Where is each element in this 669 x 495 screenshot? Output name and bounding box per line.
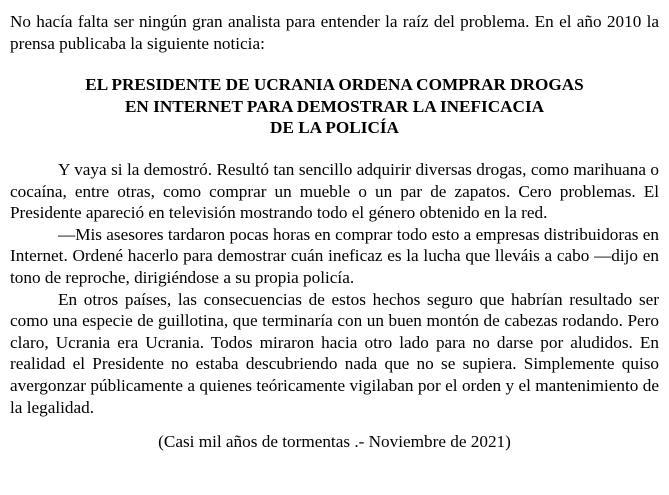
- intro-paragraph: No hacía falta ser ningún gran analista para entender la raíz del problema. En el año 2010 la prensa publicaba la siguiente noticia:: [10, 12, 659, 53]
- body-paragraph-2: —Mis asesores tardaron pocas horas en comprar todo esto a empresas distribuidoras en Internet. Ordené hacerlo para demostrar cuán ineficaz es la lucha que lleváis a cabo —dijo en tono de reproche, dirigiéndose a su propia policía.: [10, 224, 659, 287]
- headline-line-1: EL PRESIDENTE DE UCRANIA ORDENA COMPRAR DROGAS: [85, 75, 584, 95]
- headline-line-3: DE LA POLICÍA: [270, 118, 399, 138]
- body-paragraph-1: Y vaya si la demostró. Resultó tan sencillo adquirir diversas drogas, como marihuana o cocaína, entre otras, como comprar un mueble o un par de zapatos. Cero problemas. El Presidente apareció en televisión mostrando todo el género obtenido en la red.: [10, 159, 659, 223]
- body-paragraph-3: En otros países, las consecuencias de estos hechos seguro que habrían resultado ser como una especie de guillotina, que terminaría con un buen montón de cabezas rodando. Pero claro, Ucrania era Ucrania. Todos miraron hacia otro lado para no darse por aludidos. En realidad el Presidente no estaba descubriendo nada que no se supiera. Simplemente quiso avergonzar públicamente a quienes teóricamente vigilaban por el orden y el mantenimiento de la legalidad.: [10, 289, 659, 417]
- source-caption: (Casi mil años de tormentas .- Noviembre de 2021): [158, 432, 511, 452]
- news-headline: [10, 74, 659, 139]
- headline-line-2: EN INTERNET PARA DEMOSTRAR LA INEFICACIA: [124, 96, 545, 116]
